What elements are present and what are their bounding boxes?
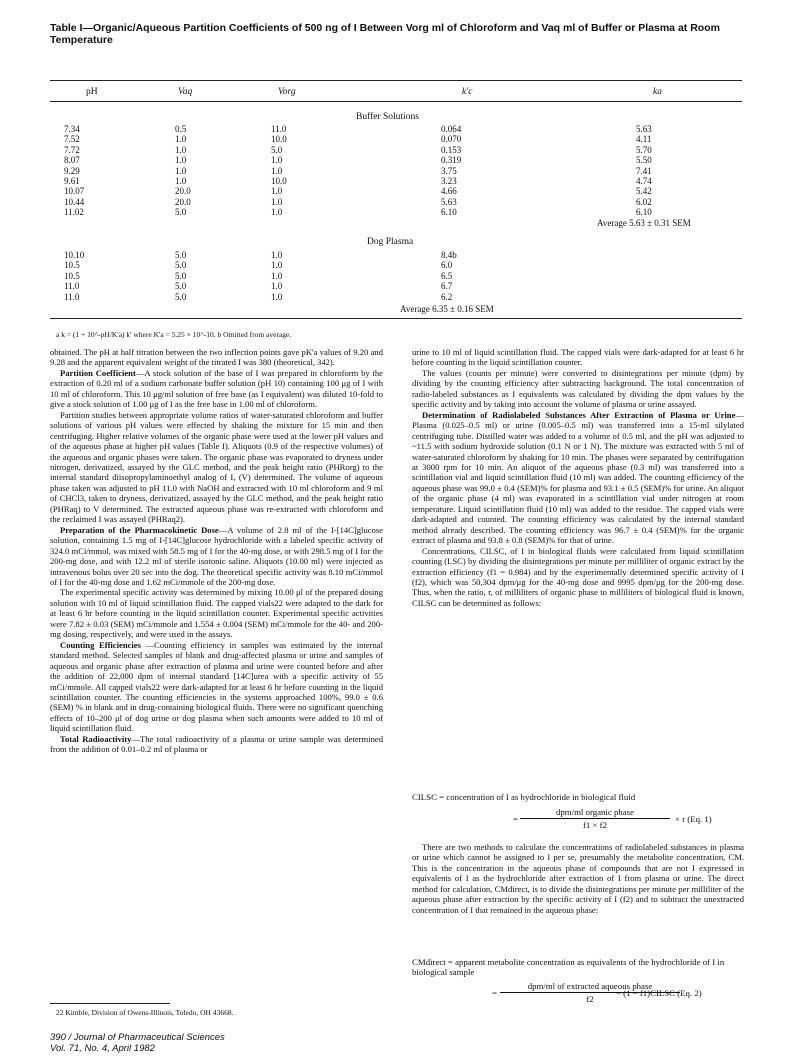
paragraph [50,525,383,588]
paragraph: The values (counts per minute) were converted to disintegrations per minute (dpm) by dividing by the counting efficiency after subtracting background. The total concentration of radio-labeled substances as I equivalents was calculated by dividing the dpm values by the specific activity and by taking into account the volume of plasma or urine assayed. [412,367,744,410]
paragraph: Partition studies between appropriate volume ratios of water-saturated chloroform and buffer solutions of various pH values were effected by shaking the mixture for 15 min and then centrifuging. Higher relative volumes of the organic phase were used at the lower pH values and of the aqueous phase at higher pH values (Table I). Aliquots (0.9 of the respective volumes) of the aqueous and organic phases were taken. The organic phase was evaporated to dryness under nitrogen, derivatized, assayed by the GLC method, and the peak height ratio (PHRorg) to the internal standard diisopropylaminoethyl analog of I, (V) determined. The volume of aqueous phase taken was adjusted to pH 11.0 with NaOH and extracted with 10 ml chloroform and 9 ml of CHCl3, taken to dryness, derivatized, assayed by the GLC method, and the peak height ratio (PHRaq) to V determined. The extracted aqueous phase was re-extracted with chloroform and the reclaimed I was assayed (PHRaq2). [50,409,383,525]
plasma-ph-column: 10.10 10.5 10.5 11.0 11.0 [64,250,85,302]
folio-line-1 [50,1032,225,1043]
plasma-vorg-column: 1.0 1.0 1.0 1.0 1.0 [271,250,283,302]
section-heading: Total Radioactivity [60,733,132,744]
paragraph: The experimental specific activity was determined by mixing 10.00 μl of the prepared dosing solution with 10 ml of liquid scintillation fluid. The capped vials22 were adapted to the dark for at least 6 hr before counting in the liquid scintillation counter. Experimental specific activities were 7.82 ± 0.03 (SEM) mCi/mmole and 1.554 ± 0.004 (SEM) mCi/mmole for the 40- and 200-mg dosing, respectively, and were used in the assays. [50,587,383,640]
plasma-average: Average 6.35 ± 0.16 SEM [400,304,494,314]
equation-2-tail: − (1 − f1)CILSC (Eq. 2) [616,988,702,998]
equation-1-numerator: dpm/ml organic phase [520,807,670,819]
header-vorg: Vorg [278,87,296,97]
equation-2-denominator: f2 [586,994,594,1004]
paragraph: urine to 10 ml of liquid scintillation fluid. The capped vials were dark-adapted for at least 6 hr before counting in the liquid scintillation counter. [412,347,744,368]
header-vaq: Vaq [178,87,193,97]
equation-1-tail: × r (Eq. 1) [675,814,712,824]
header-ph: pH [86,87,98,97]
plasma-vaq-column: 5.0 5.0 5.0 5.0 5.0 [175,250,187,302]
paragraph-text: —The total radioactivity of a plasma or urine sample was determined from the addition of 0.01–0.2 ml of plasma or [50,733,383,755]
equation-2-definition: CMdirect = apparent metabolite concentration as equivalents of the hydrochloride of I in biological sample [412,957,725,978]
equation-1-denominator: f1 × f2 [582,820,607,830]
folio-journal: 390 / Journal of Pharmaceutical Sciences [50,1032,225,1043]
folio-line-2: Vol. 71, No. 4, April 1982 [50,1043,155,1054]
paragraph: There are two methods to calculate the concentrations of radiolabeled substances in plasma or urine which cannot be assigned to I per se, presumably the metabolite concentration, CM. This is the concentration in the aqueous phase of compounds that are not I expressed in equivalents of I as the hydrochloride after extraction of I from plasma or urine. The direct method for calculation, CMdirect, is to divide the disintegrations per minute per milliliter of the aqueous phase after extraction by the specific activity of I (f2) and to subtract the unextracted concentration of I that remained in the aqueous phase: [412,842,744,915]
table-header-rule [50,101,742,102]
table-footnote: a k = (1 + 10^-pH/K'a) k' where K'a = 5.25 × 10^-10. b Omitted from average. [56,330,292,339]
paragraph: obtained. The pH at half titration between the two inflection points gave pK'a values of 9.20 and 9.28 and the apparent equivalent weight of the titrated I was 380 (theoretical, 342). [50,347,383,368]
paragraph-text: —A volume of 2.8 ml of the I-[14C]glucose solution, containing 1.5 mg of I-[14C]glucose hydrochloride with a labeled specific activity of 324.0 mCi/mmol, was mixed with 58.5 mg of I for the 40-mg dose, or with 298.5 mg of I for the 200-mg dose, and with 12.2 ml of sterile isotonic saline. Aliquots (10.00 ml) were injected as intravenous bolus over 20 sec into the dog. The theoretical specific activity was 8.10 mCi/mmol of I for the 40-mg dose and 1.62 mCi/mmole of the 200-mg dose. [50,524,384,587]
paragraph-text: —Plasma (0.025–0.5 ml) or urine (0.005–0.5 ml) was transferred into a 15-ml silylated centrifuging tube. Distilled water was added to a volume of 0.5 ml, and the pH was adjusted to ~11.5 with sodium hydroxide solution (0.1 N or 1 N). The mixture was extracted with 5 ml of water-saturated chloroform by shaking for 10 min. The phases were separated by centrifugation at 3000 rpm for 10 min. An aliquot of the aqueous phase (0.3 ml) was transferred into a scintillation vial and liquid scintillation fluid (10 ml) was added. The counting efficiency of the aqueous phase was 99.0 ± 0.4 (SEM)% for plasma and 93.1 ± 0.5 (SEM)% for urine. An aliquot of the organic phase (4 ml) was evaporated in a scintillation vial under nitrogen at room temperature. Liquid scintillation fluid (10 ml) was added to the residue. The capped vials were dark-adapted and counted. The counting efficiency was calculated by the internal standard method already described. The counting efficiency was 96.7 ± 0.4 (SEM)% for the organic extract of plasma and 93.8 ± 0.8 (SEM)% for that of urine. [412,409,744,546]
buffer-vorg-column: 11.0 10.0 5.0 1.0 1.0 10.0 1.0 1.0 1.0 [271,124,287,218]
footnote-rule [50,1003,170,1004]
paragraph [412,410,744,546]
equation-1-definition: CILSC = concentration of I as hydrochloride in biological fluid [412,792,636,802]
paragraph [50,734,383,755]
equation-1-fraction [520,807,670,830]
right-column [412,347,744,608]
header-k: ka [653,87,662,97]
table-caption: Table I—Organic/Aqueous Partition Coefficients of 500 ng of I Between Vorg ml of Chloroform and Vaq ml of Buffer or Plasma at Room Temperature [50,22,720,46]
paragraph [50,640,383,734]
buffer-k-column: 5.63 4.11 5.70 5.50 7.41 4.74 5.42 6.02 6.10 [636,124,652,218]
buffer-kprime-column: 0.064 0.070 0.153 0.319 3.75 3.23 4.66 5.63 6.10 [441,124,462,218]
left-column [50,347,383,755]
paragraph-text: —Counting efficiency in samples was estimated by the internal standard method. Selected samples of blank and drug-affected plasma or urine and samples of aqueous and organic phase after extraction of plasma and urine were counted before and after the addition of 22,000 dpm of internal standard [14C]urea with a specific activity of 55 mCi/mmole. All capped vials22 were dark-adapted for at least 6 hr before counting in the liquid scintillation counter. The counting efficiencies in the systems approached 100%, 99.0 ± 0.6 (SEM) % in blank and in drug-containing biological fluids. There were no significant quenching effects of 10–200 μl of dog urine or dog plasma when such amounts were added to 10 ml of liquid scintillation fluid. [50,639,383,734]
buffer-average: Average 5.63 ± 0.31 SEM [597,218,691,228]
header-kprime: k'c [462,87,473,97]
plasma-kprime-column: 8.4b 6.0 6.5 6.7 6.2 [441,250,457,302]
paragraph: Concentrations, CILSC, of I in biological fluids were calculated from liquid scintillation counting (LSC) by dividing the disintegrations per minute per milliliter of organic extract by the extraction efficiency (f1 = 0.984) and by the experimentally determined specific activity of I (f2), which was 50,304 dpm/μg for the 40-mg dose and 9995 dpm/μg for the 200-mg dose. Thus, when the ratio, r, of milliliters of organic phase to milliliters of biological fluid is known, CILSC can be determined as follows: [412,545,744,608]
page-folio [50,1032,225,1054]
paragraph [50,368,383,410]
table-bottom-rule [50,318,742,319]
table-top-rule [50,80,742,81]
right-column-continued [412,842,744,915]
equals-sign: = [513,814,518,824]
buffer-vaq-column: 0.5 1.0 1.0 1.0 1.0 1.0 20.0 20.0 5.0 [175,124,191,218]
footnote-22: 22 Kimble, Division of Owens-Illinois, Toledo, OH 43668. [56,1008,234,1017]
equals-sign: = [492,988,497,998]
section-buffer-solutions: Buffer Solutions [356,112,419,122]
section-heading: Determination of Radiolabeled Substances After Extraction of Plasma or Urine [422,409,736,420]
section-heading: Counting Efficiencies [60,639,141,650]
paragraph-text: —A stock solution of the base of I was prepared in chloroform by the extraction of 0.20 ml of a sodium carbonate buffer solution (pH 10) containing 100 μg of I with 10 ml of chloroform. This 10 μg/ml solution of free base (as I equivalent) was diluted 10-fold to give a stock solution of 1.00 μg of I as the free base in 1.00 ml of chloroform. [50,367,383,410]
equation-2-numerator: dpm/ml of extracted aqueous phase [500,981,680,993]
buffer-ph-column: 7.34 7.52 7.72 8.07 9.29 9.61 10.07 10.44 11.02 [64,124,85,218]
section-heading: Preparation of the Pharmacokinetic Dose [60,524,219,535]
section-heading: Partition Coefficient [60,367,136,378]
section-dog-plasma: Dog Plasma [367,237,414,247]
